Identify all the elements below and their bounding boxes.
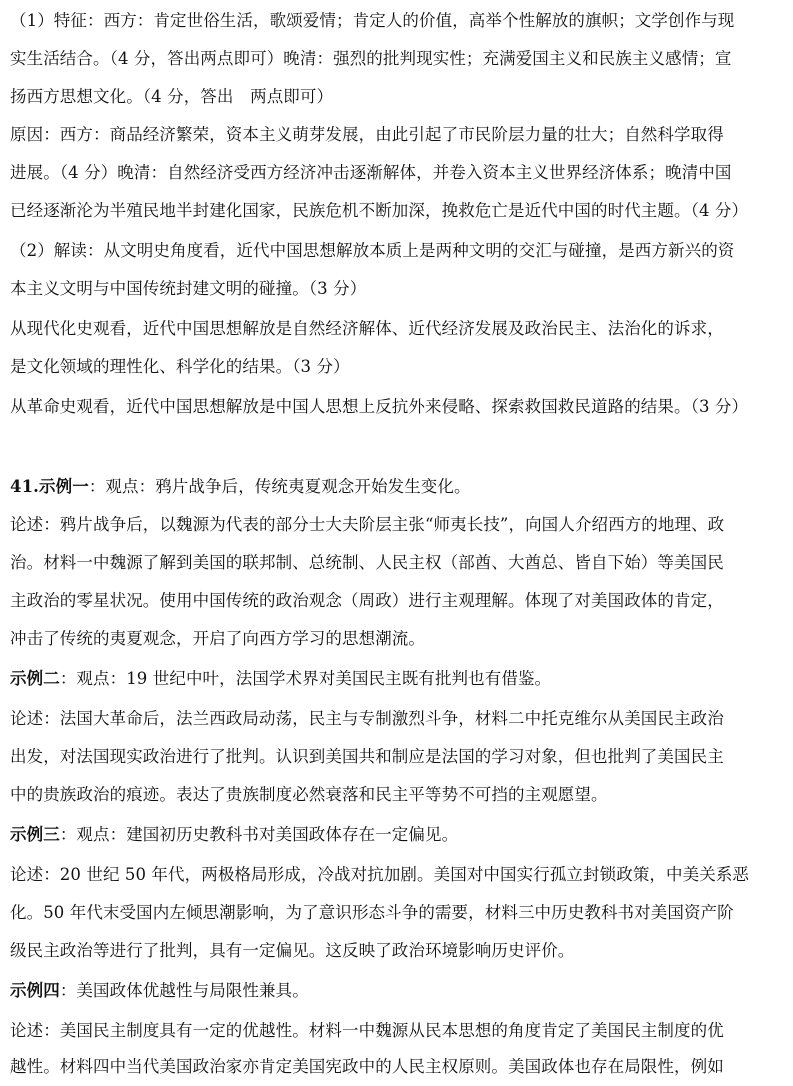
- answer-line: 冲击了传统的夷夏观念，开启了向西方学习的思想潮流。: [10, 629, 425, 648]
- answer-line: 本主义文明与中国传统封建文明的碰撞。（3 分）: [10, 279, 367, 298]
- example-viewpoint: ：美国政体优越性与局限性兼具。: [59, 981, 309, 1000]
- example-viewpoint: ：观点：19 世纪中叶，法国学术界对美国民主既有批判也有借鉴。: [59, 669, 552, 688]
- answer-line: 扬西方思想文化。（4 分，答出 两点即可）: [10, 87, 334, 106]
- example-heading: [0, 660, 793, 698]
- example-viewpoint: ：观点：建国初历史教科书对美国政体存在一定偏见。: [59, 825, 459, 844]
- example-label: 示例二: [10, 669, 60, 688]
- answer-line: 论述：20 世纪 50 年代，两极格局形成，冷战对抗加剧。美国对中国实行孤立封锁政策，中美关系恶: [10, 865, 750, 884]
- answer-line: 是文化领域的理性化、科学化的结果。（3 分）: [10, 357, 350, 376]
- answer-line: 论述：美国民主制度具有一定的优越性。材料一中魏源从民本思想的角度肯定了美国民主制度的优: [10, 1021, 724, 1040]
- answer-line: 越性。材料四中当代美国政治家亦肯定美国宪政中的人民主权原则。美国政体也存在局限性，例如: [10, 1057, 724, 1076]
- answer-line: 化。50 年代末受国内左倾思潮影响，为了意识形态斗争的需要，材料三中历史教科书对美国资产阶: [10, 903, 734, 922]
- example-viewpoint: ：观点：鸦片战争后，传统夷夏观念开始发生变化。: [88, 477, 471, 496]
- example-label: 示例四: [10, 981, 60, 1000]
- answer-line: （1）特征：西方：肯定世俗生活，歌颂爱情；肯定人的价值，高举个性解放的旗帜；文学创作与现: [10, 11, 735, 30]
- answer-line: 中的贵族政治的痕迹。表达了贵族制度必然衰落和民主平等势不可挡的主观愿望。: [10, 785, 608, 804]
- answer-line: 已经逐渐沦为半殖民地半封建化国家，民族危机不断加深，挽救危亡是近代中国的时代主题。（4 分）: [10, 201, 749, 220]
- answer-line: 原因：西方：商品经济繁荣，资本主义萌芽发展，由此引起了市民阶层力量的壮大；自然科学取得: [10, 125, 724, 144]
- answer-line: （2）解读：从文明史角度看，近代中国思想解放本质上是两种文明的交汇与碰撞，是西方新兴的资: [10, 241, 735, 260]
- example-heading: [0, 816, 793, 854]
- example-heading: [0, 972, 793, 1010]
- answer-line: 论述：鸦片战争后，以魏源为代表的部分士大夫阶层主张“师夷长技”，向国人介绍西方的地理、政: [10, 515, 725, 534]
- example-label: 示例三: [10, 825, 60, 844]
- answer-line: 从现代化史观看，近代中国思想解放是自然经济解体、近代经济发展及政治民主、法治化的诉求，: [10, 319, 724, 338]
- answer-line: 出发，对法国现实政治进行了批判。认识到美国共和制应是法国的学习对象，但也批判了美国民主: [10, 747, 724, 766]
- answer-line: 从革命史观看，近代中国思想解放是中国人思想上反抗外来侵略、探索救国救民道路的结果。（3 分）: [10, 397, 749, 416]
- answer-line: 治。材料一中魏源了解到美国的联邦制、总统制、人民主权（部酋、大酋总、皆自下始）等美国民: [10, 553, 724, 572]
- example-label: 41.示例一: [10, 477, 89, 496]
- answer-line: 级民主政治等进行了批判，具有一定偏见。这反映了政治环境影响历史评价。: [10, 941, 575, 960]
- answer-line: 实生活结合。（4 分，答出两点即可）晚清：强烈的批判现实性；充满爱国主义和民族主义感情；宣: [10, 49, 732, 68]
- answer-line: 进展。（4 分）晚清：自然经济受西方经济冲击逐渐解体，并卷入资本主义世界经济体系；晚清中国: [10, 163, 732, 182]
- example-heading: [0, 468, 793, 506]
- answer-line: 主政治的零星状况。使用中国传统的政治观念（周政）进行主观理解。体现了对美国政体的肯定，: [10, 591, 724, 610]
- answer-line: 论述：法国大革命后，法兰西政局动荡，民主与专制激烈斗争，材料二中托克维尔从美国民主政治: [10, 709, 724, 728]
